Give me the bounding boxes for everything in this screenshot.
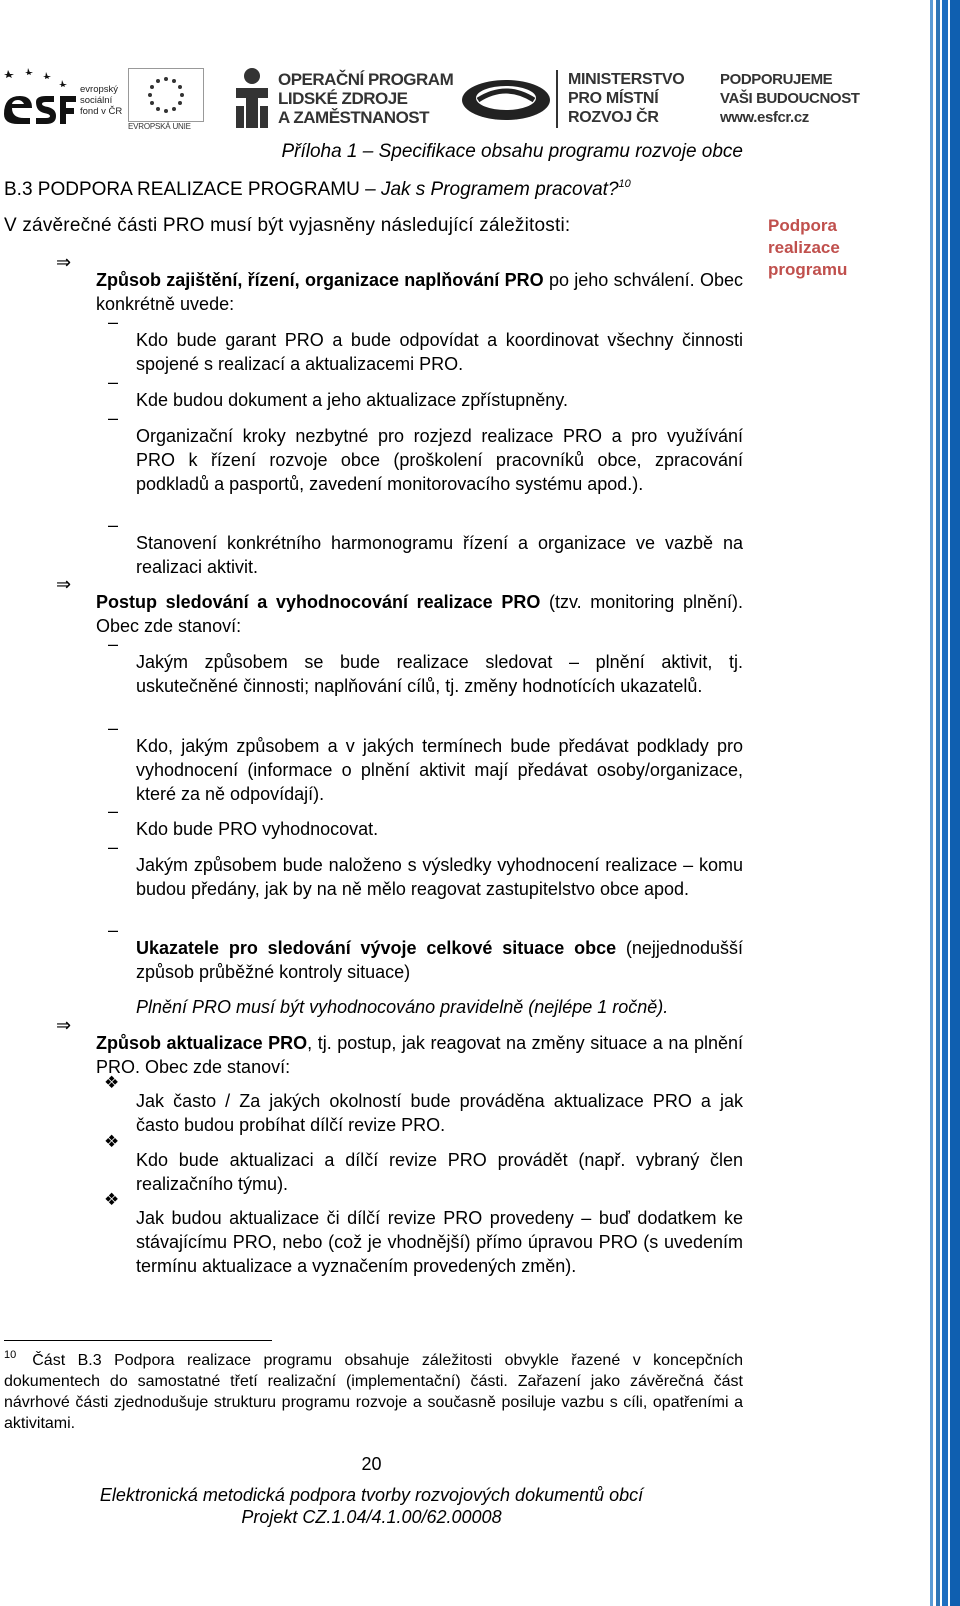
- slogan-text: PODPORUJEME VAŠI BUDOUCNOST www.esfcr.cz: [720, 71, 860, 126]
- arrow-bullet-icon: ⇒: [56, 574, 72, 594]
- diamond-bullet-icon: ❖: [104, 1132, 120, 1151]
- arrow-bullet-icon: ⇒: [56, 1015, 72, 1035]
- arrow-bullet-icon: ⇒: [56, 252, 72, 272]
- dash-bullet-icon: –: [108, 718, 119, 738]
- footnote-ref: 10: [618, 178, 631, 190]
- page-number: 20: [361, 1454, 382, 1474]
- section-title: B.3 PODPORA REALIZACE PROGRAMU – Jak s Programem pracovat?$^{10}$: [4, 178, 631, 200]
- dash-bullet-icon: –: [108, 515, 119, 535]
- margin-note: Podpora realizace programu: [768, 216, 848, 279]
- diamond-bullet-icon: ❖: [104, 1073, 120, 1092]
- dash-bullet-icon: –: [108, 372, 119, 392]
- dash-bullet-icon: –: [108, 801, 119, 821]
- footnote: $^{10}$ Část B.3 Podpora realizace programu obsahuje záležitosti obvykle řazené v koncepčních dokumentech do samostatné třetí realizační (implementační) části. Zařazení jako závěrečná část návrhové části zjednodušuje strukturu programu rozvoje a současně posiluje vazbu s cíli, opatřeními a aktivitami.: [4, 1349, 743, 1432]
- annex-title: Příloha 1 – Specifikace obsahu programu rozvoje obce: [281, 141, 743, 162]
- section-intro: V závěrečné části PRO musí být vyjasněny následující záležitosti:: [4, 215, 571, 236]
- oplzz-text: OPERAČNÍ PROGRAM LIDSKÉ ZDROJE A ZAMĚSTNANOST: [278, 70, 454, 127]
- esf-subtitle: evropský sociální fond v ČR: [80, 84, 123, 117]
- dash-bullet-icon: –: [108, 408, 119, 428]
- footnote-separator: [4, 1340, 272, 1341]
- esf-logo: [2, 66, 76, 128]
- dash-bullet-icon: –: [108, 634, 119, 654]
- dash-bullet-icon: –: [108, 837, 119, 857]
- oplzz-icon: [232, 66, 272, 130]
- right-edge-stripes: [930, 0, 960, 1606]
- dash-bullet-icon: –: [108, 312, 119, 332]
- mmr-divider: [556, 70, 558, 128]
- dash-bullet-icon: –: [108, 920, 119, 940]
- mmr-text: MINISTERSTVO PRO MÍSTNÍ ROZVOJ ČR: [568, 71, 685, 126]
- eu-caption: EVROPSKÁ UNIE: [128, 122, 191, 131]
- logo-bar: [0, 64, 900, 134]
- eu-flag-icon: [128, 68, 204, 122]
- diamond-bullet-icon: ❖: [104, 1190, 120, 1209]
- page-footer: Elektronická metodická podpora tvorby rozvojových dokumentů obcí Projekt CZ.1.04/4.1.00/62.00008: [99, 1485, 644, 1527]
- mmr-logo-icon: [458, 76, 558, 124]
